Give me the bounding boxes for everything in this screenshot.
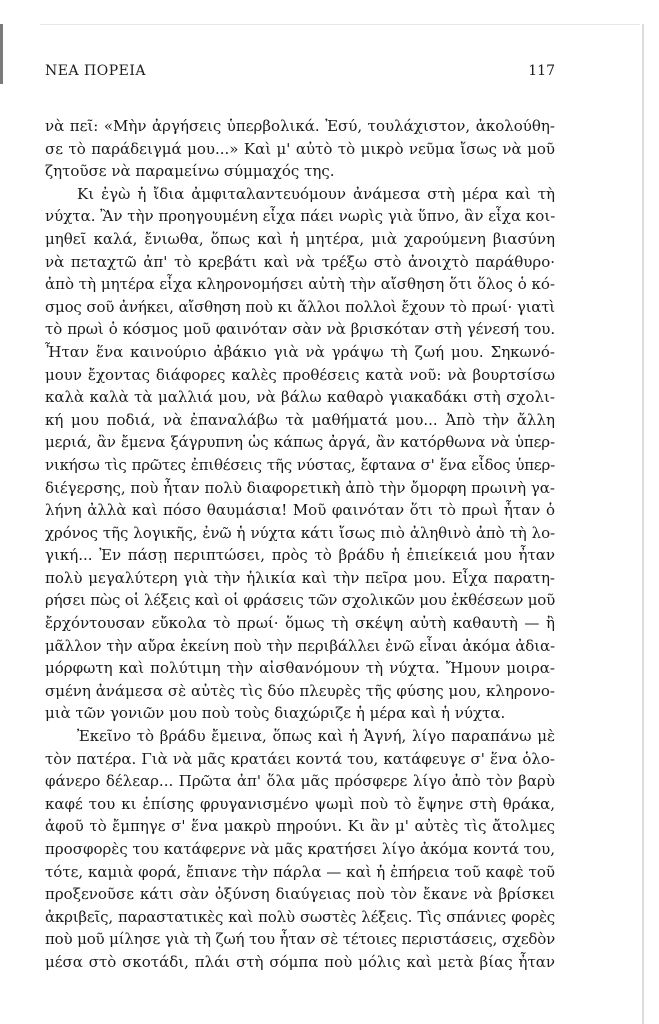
page-right-edge xyxy=(642,24,644,1024)
text-line: Κι ἐγὼ ἡ ἴδια ἀμφιταλαντευόμουν ἀνάμεσα στὴ μέρα καὶ τὴ xyxy=(77,184,555,203)
text-line: νικήσω τὶς πρῶτες ἐπιθέσεις τῆς νύστας, ἔφτανα σ' ἕνα εἶδος ὑπερ- xyxy=(45,455,555,474)
text-line: γική... Ἐν πάσῃ περιπτώσει, πρὸς τὸ βράδυ ἡ ἐπιείκειά μου ἦταν xyxy=(45,546,555,565)
text-line: πολὺ μεγαλύτερη γιὰ τὴν ἡλικία καὶ τὴν πεῖρα μου. Εἶχα παρατη- xyxy=(45,568,555,587)
text-line: ρήσει πὼς οἱ λέξεις καὶ οἱ φράσεις τῶν σχολικῶν μου ἐκθέσεων μοῦ xyxy=(45,591,555,610)
text-line: προσφορὲς του κατάφερνε νὰ μᾶς κρατήσει λίγο ἀκόμα κοντά του, xyxy=(45,840,556,858)
text-line: διέγερσης, ποὺ ἦταν πολὺ διαφορετικὴ ἀπὸ τὴν ὄμορφη πρωινὴ γα- xyxy=(45,478,555,497)
text-line: νὰ πεῖ: «Μὴν ἀργήσεις ὑπερβολικά. Ἐσύ, τουλάχιστον, ἀκολούθη- xyxy=(45,117,555,135)
page-top-edge xyxy=(40,24,640,25)
page-number: 117 xyxy=(528,63,555,79)
text-line: ἀπὸ τὴ μητέρα εἶχα κληρονομήσει αὐτὴ τὴν αἴσθηση ὅτι ὅλος ὁ κό- xyxy=(45,275,555,294)
text-line: σμος σοῦ ἀνήκει, αἴσθηση ποὺ κι ἄλλοι πολλοὶ ἔχουν τὸ πρωί· γιατὶ xyxy=(45,297,555,316)
text-line: τότε, καμιὰ φορά, ἔπιανε τὴν πάρλα — καὶ ἡ ἐπήρεια τοῦ καφὲ τοῦ xyxy=(45,862,555,881)
text-line: νύχτα. Ἂν τὴν προηγουμένη εἶχα πάει νωρὶς γιὰ ὕπνο, ἂν εἶχα κοι- xyxy=(45,207,556,226)
text-line: ἔρχόντουσαν εὔκολα τὸ πρωί· ὅμως τὴ σκέψη αὐτὴ καθαυτὴ — ἢ xyxy=(45,614,555,633)
text-line: καφέ του κι ἐπίσης φρυγανισμένο ψωμὶ ποὺ τὸ ἔψηνε στὴ θράκα, xyxy=(45,794,555,813)
text-line: ἀφοῦ τὸ ἔμπηγε σ' ἕνα μακρὺ πηρούνι. Κι ἂν μ' αὐτὲς τὶς ἄτολμες xyxy=(45,817,555,836)
text-line: κή μου ποδιά, νὰ ἐπαναλάβω τὰ μαθήματά μου... Ἀπὸ τὴν ἄλλη xyxy=(45,410,555,429)
text-line: μέσα στὸ σκοτάδι, πλάι στὴ σόμπα ποὺ μόλις καὶ μετὰ βίας ἦταν xyxy=(45,952,555,971)
running-header xyxy=(45,63,555,83)
text-line: ποὺ μοῦ μίλησε γιὰ τὴ ζωή του ἦταν σὲ τέτοιες περιστάσεις, σχεδὸν xyxy=(45,930,555,949)
text-line: μιὰ τῶν γονιῶν μου ποὺ τοὺς διαχώριζε ἡ μέρα καὶ ἡ νύχτα. xyxy=(45,704,506,723)
text-line: προξενοῦσε κάτι σὰν ὀξύνση διαύγειας ποὺ τὸν ἔκανε νὰ βρίσκει xyxy=(45,885,555,904)
text-line: λήνη ἀλλὰ καὶ πόσο θαυμάσια! Μοῦ φαινόταν ὅτι τὸ πρωὶ ἦταν ὁ xyxy=(45,501,555,520)
text-line: φάνερο δέλεαρ... Πρῶτα ἀπ' ὅλα μᾶς πρόσφερε λίγο ἀπὸ τὸν βαρὺ xyxy=(45,772,555,791)
text-line: σε τὸ παράδειγμά μου...» Καὶ μ' αὐτὸ τὸ μικρὸ νεῦμα ἴσως νὰ μοῦ xyxy=(45,139,555,158)
text-line: μεριά, ἂν ἔμενα ξάγρυπνη ὡς κάπως ἀργά, ἂν κατόρθωνα νὰ ὑπερ- xyxy=(45,433,555,452)
text-line: Ἐκεῖνο τὸ βράδυ ἔμεινα, ὅπως καὶ ἡ Ἁγνή, λίγο παραπάνω μὲ xyxy=(77,727,555,746)
text-line: ἀκριβεῖς, παραστατικὲς καὶ πολὺ σωστὲς λέξεις. Τὶς σπάνιες φορὲς xyxy=(45,907,555,926)
text-line: τὸν πατέρα. Γιὰ νὰ μᾶς κρατάει κοντά του, κατάφευγε σ' ἕνα ὁλο- xyxy=(45,749,555,768)
text-line: νὰ πεταχτῶ ἀπ' τὸ κρεβάτι καὶ νὰ τρέξω στὸ ἀνοιχτὸ παράθυρο· xyxy=(45,252,555,271)
text-line: σμένη ἀνάμεσα σὲ αὐτὲς τὶς δύο πλευρὲς τῆς φύσης μου, κληρονο- xyxy=(45,681,555,700)
body-text xyxy=(45,115,555,974)
running-title: ΝΕΑ ΠΟΡΕΙΑ xyxy=(45,63,146,79)
text-line: καλὰ καλὰ τὰ μαλλιά μου, νὰ βάλω καθαρὸ γιακαδάκι στὴ σχολι- xyxy=(45,388,555,407)
text-line: Ἦταν ἕνα καινούριο ἀβάκιο γιὰ νὰ γράψω τὴ ζωή μου. Σηκωνό- xyxy=(45,342,555,361)
text-line: μουν ἔχοντας διάφορες καλὲς προθέσεις κατὰ νοῦ: νὰ βουρτσίσω xyxy=(45,365,555,384)
text-line: ζητοῦσε νὰ παραμείνω σύμμαχός της. xyxy=(45,162,335,181)
text-line: χρόνος τῆς λογικῆς, ἐνῶ ἡ νύχτα κάτι ἴσως πιὸ ἀληθινὸ ἀπὸ τὴ λο- xyxy=(45,523,555,542)
text-line: τὸ πρωὶ ὁ κόσμος μοῦ φαινόταν σὰν νὰ βρισκόταν στὴ γένεσή του. xyxy=(45,320,555,339)
text-line: μηθεῖ καλά, ἔνιωθα, ὅπως καὶ ἡ μητέρα, μιὰ χαρούμενη βιασύνη xyxy=(45,229,555,248)
page-left-shadow xyxy=(0,24,3,84)
text-line: μόρφωτη καὶ πολύτιμη τὴν αἰσθανόμουν τὴ νύχτα. Ἤμουν μοιρα- xyxy=(45,659,555,678)
text-line: μᾶλλον τὴν αὔρα ἐκείνη ποὺ τὴν περιβάλλει ἐνῶ εἶναι ἀκόμα ἀδια- xyxy=(45,636,555,655)
